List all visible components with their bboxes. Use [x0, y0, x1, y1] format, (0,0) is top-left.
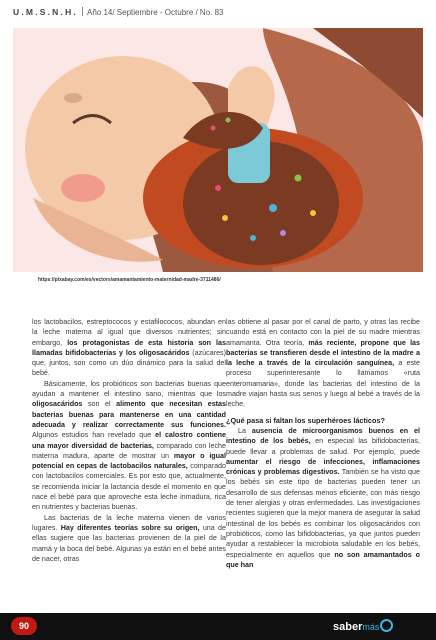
magazine-name: U.M.S.N.H. — [13, 7, 78, 17]
column-right — [226, 317, 420, 570]
paragraph: Las bacterias de la leche materna vienen de varios lugares. Hay diferentes teorías sobre su origen, una de ellas sugiere que las bacterias provienen de la piel de la mamá y la boca del bebé. Algunas ya están en el bebé antes de nacer, otras — [32, 513, 226, 563]
illustration-svg — [13, 28, 423, 272]
paragraph: Básicamente, los probióticos son bacterias buenas que ayudan a mantener el intestino sano, mientras que los oligosacáridos son el alimento que necesitan estas bacterias buenas para mantenerse en una cantidad adecuada y realizar correctamente sus funciones. Algunos estudios han revelado que el calostro contiene una mayor diversidad de bacterias, comparado con leche materna madura, aparte de mostrar un mayor o igual potencial en cepas de lactobacilos naturales, comparado con lactobacilos comerciales. Es por esto que, actualmente, se recomienda iniciar la lactancia desde el momento en que nace el bebé para que aproveche esta leche inmadura, rica en nutrientes y bacterias buenas. — [32, 379, 226, 512]
paragraph: La ausencia de microorganismos buenos en el intestino de los bebés, en especial las bifidobacterias, puede llevar a problemas de salud. Por ejemplo, puede aumentar el riesgo de infecciones, inflamaciones crónicas y problemas digestivos. También se ha visto que los bebés sin este tipo de bacterias pueden tener un desarrollo de sus defensas menos eficiente, con más riesgo de tener alergias y otras enfermedades. Las investigaciones recientes sugieren que la mejor manera de asegurar la salud intestinal de los bebés es combinar los oligosacáridos con probióticos, como las bifidobacterias, ya que juntos pueden ayudar a restablecer la microbiota saludable en los bebés, especialmente en aquellos que no son amamantados o que han — [226, 426, 421, 569]
paragraph: las obtiene al pasar por el canal de parto, y otras las recibe cuando está en contacto con la piel de su madre mientras amamanta. Otra teoría, más reciente, propone que las bacterias se transfieren desde el intestino de la madre a la leche a través de la circulación sanguínea, a este proceso superinteresante lo llamamos «ruta enteromamaria», donde las bacterias del intestino de la madre viajan hasta sus senos y luego al bebé a través de la leche. — [226, 318, 421, 409]
page-footer — [0, 613, 436, 640]
sabermas-logo: sabermás — [333, 619, 393, 633]
breastfeeding-illustration — [13, 28, 423, 272]
issue-info: Año 14/ Septiembre - Octubre / No. 83 — [86, 8, 224, 17]
image-credit: https://pixabay.com/es/vectors/amamantamiento-maternidad-madre-3711486/ — [38, 277, 221, 283]
column-left — [32, 317, 226, 564]
header-divider — [82, 7, 83, 16]
page-header — [13, 7, 423, 21]
logo-ring-icon — [380, 619, 393, 632]
paragraph: los lactobacilos, estreptococos y estafilococos, abundan en la leche materna al igual que diversos nutrientes; sin embargo, los protagonistas de esta historia son las llamadas bifidobacterias y los oligosacáridos (azúcares) que, juntos, son como un dúo dinámico para la salud del bebé. — [32, 318, 226, 378]
page-number: 90 — [11, 617, 37, 635]
section-heading: ¿Qué pasa si faltan los superhéroes lácticos? — [226, 415, 385, 425]
